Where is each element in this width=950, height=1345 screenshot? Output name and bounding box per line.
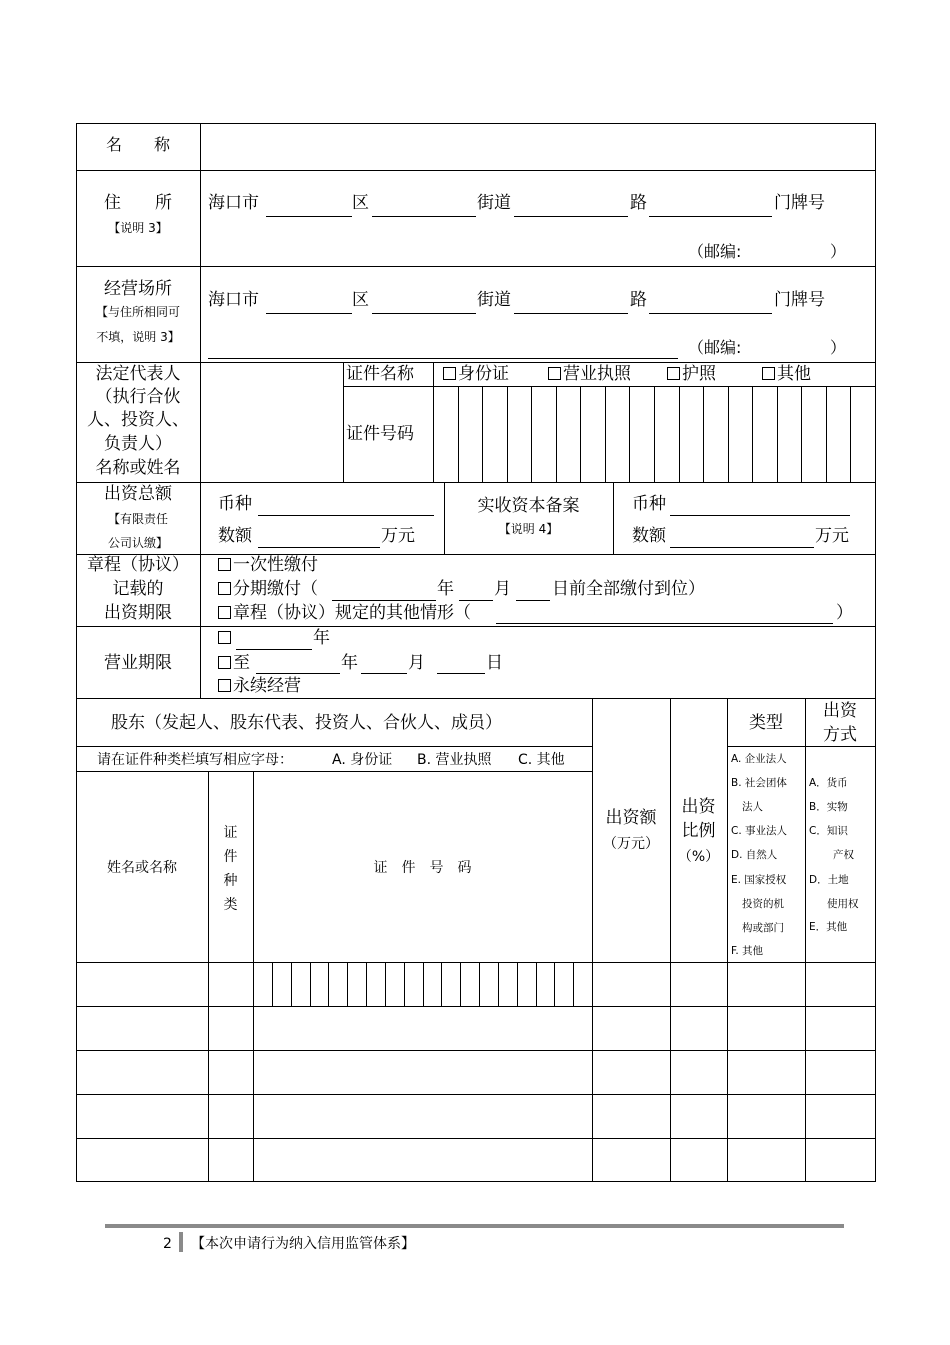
installment-month: 月 <box>494 579 511 599</box>
shareholder-digit-divider <box>423 962 424 1006</box>
postcode-close: ） <box>830 242 847 261</box>
currency-field[interactable] <box>258 515 434 516</box>
legal-rep-label-5: 名称或姓名 <box>95 458 181 478</box>
id-digit-divider <box>826 386 827 482</box>
installment-year: 年 <box>437 579 454 599</box>
type-opt-b-cont: 法人 <box>742 801 763 813</box>
cert-option-passport[interactable]: 护照 <box>667 366 716 383</box>
house-no-label: 门牌号 <box>774 193 825 213</box>
legal-rep-label-2: （执行合伙 <box>95 387 181 407</box>
charter-opt-installment[interactable]: 分期缴付（ <box>218 581 318 598</box>
cert-no-label: 证件号码 <box>346 424 414 444</box>
type-opt-b: B. 社会团体 <box>731 777 787 789</box>
charter-label-1: 章程（协议） <box>87 555 189 575</box>
premises-note-2: 不填，说明 3】 <box>96 330 180 344</box>
checkbox-icon <box>667 367 680 380</box>
method-opt-a: A．货币 <box>809 777 848 789</box>
postcode-close: ） <box>830 338 847 357</box>
city-label: 海口市 <box>208 290 259 310</box>
premises-label: 经营场所 <box>104 279 172 299</box>
id-digit-divider <box>482 386 483 482</box>
cert-option-other[interactable]: 其他 <box>762 366 811 383</box>
street-label: 街道 <box>477 290 511 310</box>
shareholder-digit-divider <box>291 962 292 1006</box>
footer-rule <box>105 1224 844 1228</box>
paid-capital-label: 实收资本备案 <box>477 496 580 516</box>
col-amount-header: 出资额 <box>605 808 657 828</box>
checkbox-icon <box>548 367 561 380</box>
premises-note-1: 【与住所相同可 <box>95 305 180 319</box>
installment-day: 日前全部缴付到位） <box>552 579 705 599</box>
paid-currency-label: 币种 <box>632 494 666 514</box>
method-opt-b: B．实物 <box>809 801 848 813</box>
footer-text: 【本次申请行为纳入信用监管体系】 <box>191 1236 415 1252</box>
capital-note-1: 【有限责任 <box>107 512 168 526</box>
legal-rep-label-4: 负责人） <box>104 434 172 454</box>
col-method-header-1: 出资 <box>823 701 857 721</box>
id-digit-divider <box>703 386 704 482</box>
id-digit-divider <box>629 386 630 482</box>
street-label: 街道 <box>477 193 511 213</box>
shareholder-digit-divider <box>573 962 574 1006</box>
postcode-label: （邮编: <box>688 338 742 357</box>
checkbox-icon <box>218 558 231 571</box>
type-opt-e-cont-1: 投资的机 <box>742 898 784 910</box>
shareholder-digit-divider <box>272 962 273 1006</box>
col-ratio-header-1: 出资 <box>681 797 716 817</box>
city-label: 海口市 <box>208 193 259 213</box>
checkbox-icon <box>218 656 231 669</box>
id-digit-divider <box>580 386 581 482</box>
house-no-label: 门牌号 <box>774 290 825 310</box>
id-digit-divider <box>801 386 802 482</box>
type-opt-e-cont-2: 构或部门 <box>742 922 784 934</box>
postcode-label: （邮编: <box>688 242 742 261</box>
shareholder-digit-divider <box>479 962 480 1006</box>
id-digit-divider <box>458 386 459 482</box>
cert-option-license[interactable]: 营业执照 <box>548 366 631 383</box>
footer-separator <box>179 1232 183 1252</box>
residence-note: 【说明 3】 <box>108 221 168 235</box>
checkbox-icon <box>218 582 231 595</box>
col-cert-type-1: 证 <box>223 825 238 841</box>
charter-label-2: 记载的 <box>112 579 164 599</box>
shareholder-digit-divider <box>347 962 348 1006</box>
term-year-label: 年 <box>313 628 330 648</box>
shareholder-digit-divider <box>554 962 555 1006</box>
col-cert-type-2: 件 <box>223 849 238 865</box>
id-digit-divider <box>605 386 606 482</box>
col-cert-type-3: 种 <box>223 873 238 889</box>
checkbox-icon <box>218 606 231 619</box>
checkbox-icon <box>218 631 231 644</box>
checkbox-icon <box>443 367 456 380</box>
district-label: 区 <box>352 193 369 213</box>
paid-amount-label: 数额 <box>632 526 666 546</box>
charter-other-close: ） <box>836 603 853 623</box>
col-cert-type-4: 类 <box>223 897 238 913</box>
charter-label-3: 出资期限 <box>104 603 172 623</box>
legal-rep-label-3: 人、投资人、 <box>87 410 189 430</box>
district-label: 区 <box>352 290 369 310</box>
method-opt-d: D．土地 <box>809 874 849 886</box>
cert-option-id[interactable]: 身份证 <box>443 366 509 383</box>
currency-label: 币种 <box>218 494 252 514</box>
term-until-day: 日 <box>486 653 503 673</box>
cert-hint-b: B. 营业执照 <box>417 752 492 768</box>
shareholder-digit-divider <box>310 962 311 1006</box>
id-digit-divider <box>728 386 729 482</box>
charter-opt-other[interactable]: 章程（协议）规定的其他情形（ <box>218 605 471 622</box>
road-label: 路 <box>630 290 647 310</box>
shareholder-digit-divider <box>366 962 367 1006</box>
col-ratio-unit: （%） <box>677 849 720 865</box>
legal-rep-label-1: 法定代表人 <box>95 364 181 384</box>
legal-rep-name-input[interactable] <box>201 363 343 482</box>
term-opt-until[interactable]: 至 <box>218 655 250 672</box>
page-number: 2 <box>163 1236 172 1252</box>
paid-amount-field[interactable] <box>670 547 814 548</box>
paid-currency-field[interactable] <box>670 515 850 516</box>
col-name-header: 姓名或名称 <box>107 860 177 876</box>
term-opt-years[interactable] <box>218 630 233 647</box>
id-digit-divider <box>507 386 508 482</box>
cert-hint-c: C. 其他 <box>518 752 565 768</box>
col-method-header-2: 方式 <box>823 725 857 745</box>
type-opt-f: F. 其他 <box>731 945 764 957</box>
name-input[interactable] <box>201 124 875 170</box>
road-label: 路 <box>630 193 647 213</box>
checkbox-icon <box>762 367 775 380</box>
col-amount-unit: （万元） <box>603 836 659 852</box>
capital-note-2: 公司认缴】 <box>107 536 168 550</box>
cert-hint-a: A. 身份证 <box>332 752 393 768</box>
type-opt-e: E. 国家授权 <box>731 874 787 886</box>
id-digit-divider <box>752 386 753 482</box>
cert-hint: 请在证件种类栏填写相应字母： <box>97 752 293 768</box>
type-opt-a: A. 企业法人 <box>731 753 787 765</box>
type-opt-c: C. 事业法人 <box>731 825 788 837</box>
method-opt-c: C．知识 <box>809 825 848 837</box>
id-digit-divider <box>777 386 778 482</box>
shareholders-title: 股东（发起人、股东代表、投资人、合伙人、成员） <box>111 713 502 733</box>
col-cert-no-header: 证 件 号 码 <box>373 860 472 876</box>
amount-unit: 万元 <box>381 526 415 546</box>
type-opt-d: D. 自然人 <box>731 849 778 861</box>
shareholder-digit-divider <box>517 962 518 1006</box>
id-digit-divider <box>679 386 680 482</box>
col-type-header: 类型 <box>749 713 783 733</box>
method-opt-d-cont: 使用权 <box>827 898 859 910</box>
paid-capital-note: 【说明 4】 <box>498 522 559 536</box>
term-opt-perpetual[interactable]: 永续经营 <box>218 678 301 695</box>
col-ratio-header-2: 比例 <box>681 821 716 841</box>
shareholder-digit-divider <box>536 962 537 1006</box>
residence-label: 住 所 <box>104 193 172 213</box>
id-digit-divider <box>654 386 655 482</box>
shareholder-digit-divider <box>385 962 386 1006</box>
method-opt-e: E．其他 <box>809 921 848 933</box>
term-until-year: 年 <box>341 653 358 673</box>
id-digit-divider <box>531 386 532 482</box>
amount-label: 数额 <box>218 526 252 546</box>
method-opt-c-cont: 产权 <box>833 849 854 861</box>
charter-opt-lump[interactable]: 一次性缴付 <box>218 557 318 574</box>
id-digit-divider <box>556 386 557 482</box>
shareholder-digit-divider <box>441 962 442 1006</box>
term-label: 营业期限 <box>104 653 172 673</box>
id-digit-divider <box>850 386 851 482</box>
paid-amount-unit: 万元 <box>815 526 849 546</box>
shareholder-digit-divider <box>328 962 329 1006</box>
cert-name-label: 证件名称 <box>346 364 414 384</box>
term-until-month: 月 <box>408 653 425 673</box>
capital-label: 出资总额 <box>104 484 172 504</box>
amount-field[interactable] <box>258 547 380 548</box>
name-label: 名 称 <box>105 135 170 154</box>
shareholder-digit-divider <box>460 962 461 1006</box>
shareholder-digit-divider <box>404 962 405 1006</box>
checkbox-icon <box>218 679 231 692</box>
shareholder-digit-divider <box>498 962 499 1006</box>
